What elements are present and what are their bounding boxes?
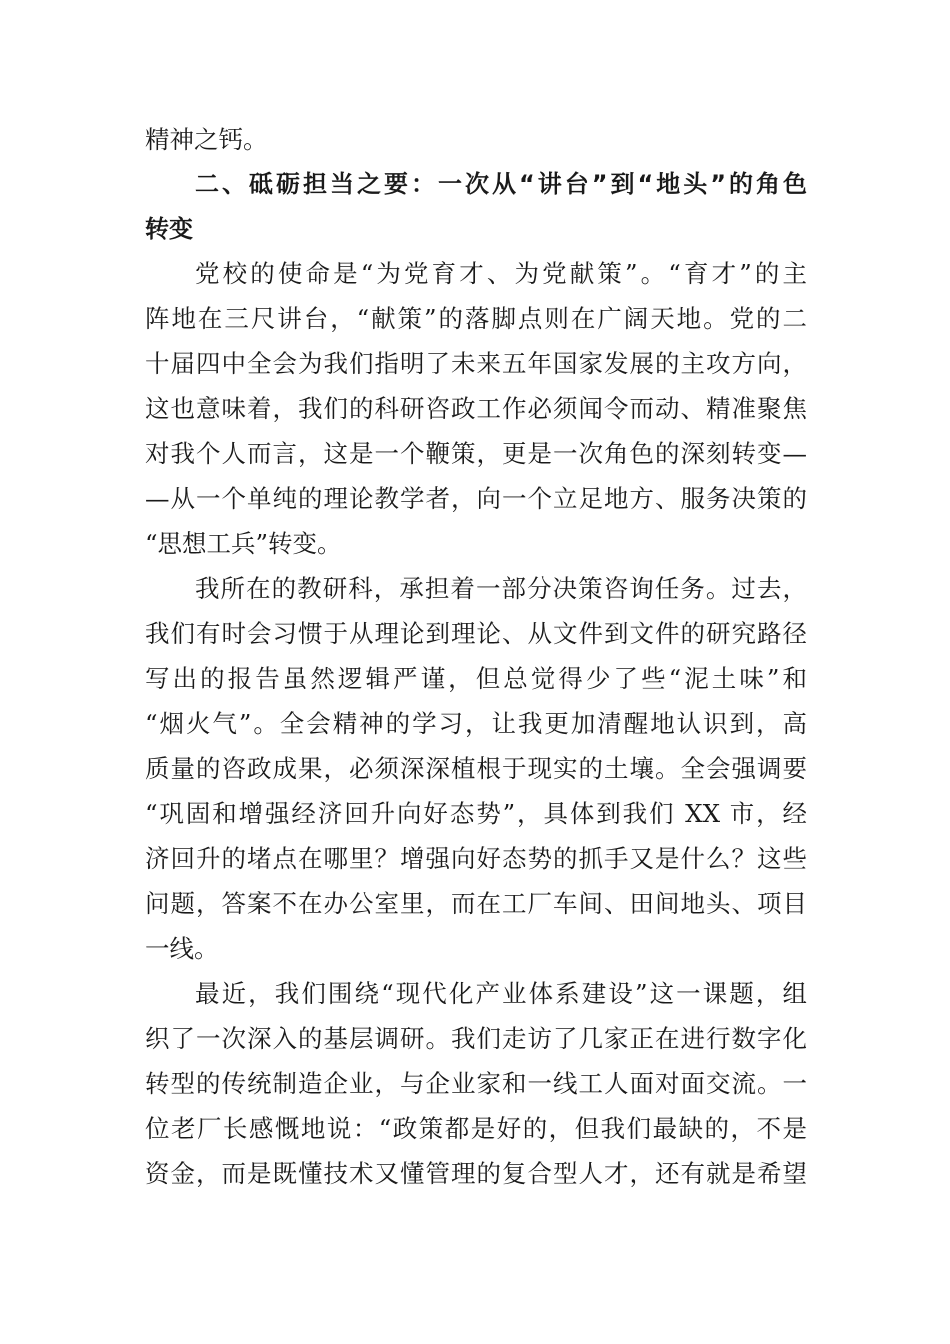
paragraph-line: 这也意味着，我们的科研咨政工作必须闻令而动、精准聚焦 — [145, 394, 807, 423]
paragraph-line: —从一个单纯的理论教学者，向一个立足地方、服务决策的 — [145, 484, 807, 513]
paragraph-line: 十届四中全会为我们指明了未来五年国家发展的主攻方向， — [145, 349, 807, 378]
paragraph-line: “思想工兵”转变。 — [145, 529, 342, 558]
paragraph-line: 最近，我们围绕“现代化产业体系建设”这一课题，组 — [195, 979, 807, 1008]
paragraph-line: 资金，而是既懂技术又懂管理的复合型人才，还有就是希望 — [145, 1159, 807, 1188]
paragraph-line: 质量的咨政成果，必须深深植根于现实的土壤。全会强调要 — [145, 754, 807, 783]
paragraph-line: 一线。 — [145, 934, 219, 963]
paragraph-line: 阵地在三尺讲台，“献策”的落脚点则在广阔天地。党的二 — [145, 304, 807, 333]
paragraph-line: 织了一次深入的基层调研。我们走访了几家正在进行数字化 — [145, 1024, 807, 1053]
paragraph-line: 我所在的教研科，承担着一部分决策咨询任务。过去， — [195, 574, 807, 603]
section-heading-line: 转变 — [145, 215, 193, 243]
paragraph-line: 写出的报告虽然逻辑严谨，但总觉得少了些“泥土味”和 — [145, 664, 807, 693]
paragraph-line: 济回升的堵点在哪里？增强向好态势的抓手又是什么？这些 — [145, 844, 807, 873]
paragraph-line: 位老厂长感慨地说：“政策都是好的，但我们最缺的，不是 — [145, 1114, 807, 1143]
section-heading-line: 二、砥砺担当之要：一次从“讲台”到“地头”的角色 — [195, 170, 807, 198]
paragraph-line: “烟火气”。全会精神的学习，让我更加清醒地认识到，高 — [145, 709, 807, 738]
paragraph-line: 我们有时会习惯于从理论到理论、从文件到文件的研究路径 — [145, 619, 807, 648]
paragraph-line: 党校的使命是“为党育才、为党献策”。“育才”的主 — [195, 259, 807, 288]
paragraph-line: 精神之钙。 — [145, 125, 268, 154]
paragraph-line: 对我个人而言，这是一个鞭策，更是一次角色的深刻转变— — [145, 439, 807, 468]
paragraph-line: “巩固和增强经济回升向好态势”，具体到我们 XX 市，经 — [145, 799, 807, 828]
paragraph-line: 转型的传统制造企业，与企业家和一线工人面对面交流。一 — [145, 1069, 807, 1098]
paragraph-line: 问题，答案不在办公室里，而在工厂车间、田间地头、项目 — [145, 889, 807, 918]
